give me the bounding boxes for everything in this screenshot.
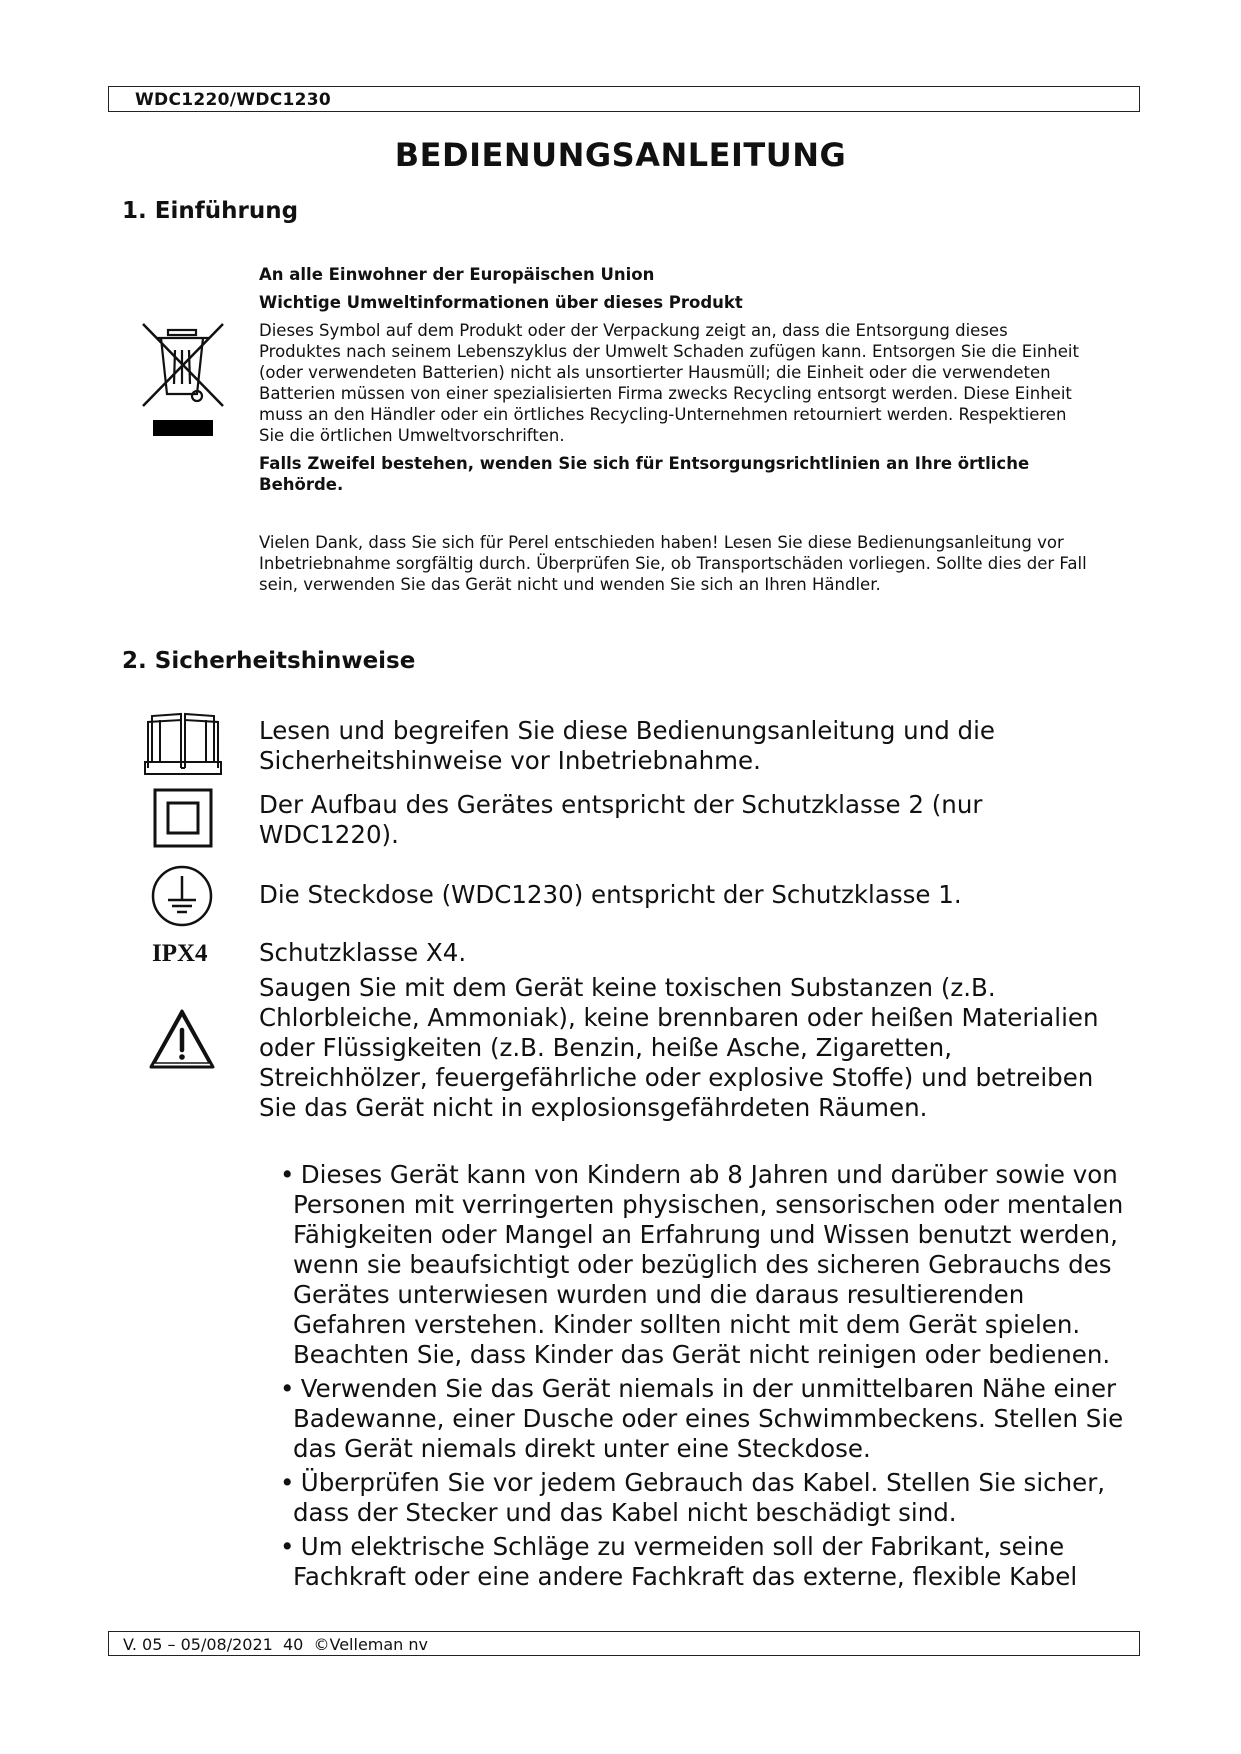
- safety-item-read-manual: Lesen und begreifen Sie diese Bedienungsanleitung und die Sicherheitshinweise vor Inbetriebnahme.: [259, 716, 995, 775]
- disposal-text: Dieses Symbol auf dem Produkt oder der Verpackung zeigt an, dass die Entsorgung dieses Produktes nach seinem Lebenszyklus der Umwelt Schaden zufügen kann. Entsorgen Sie die Einheit (oder verwendeten Batterien) nicht als unsortierter Hausmüll; die Einheit oder die verwendeten Batterien müssen von einer spezialisierten Firma zwecks Recycling entsorgt werden. Diese Einheit muss an den Händler oder ein örtliches Recycling-Unternehmen retourniert werden. Respektieren Sie die örtlichen Umweltvorschriften.: [259, 321, 1079, 445]
- ground-icon: [150, 864, 214, 928]
- env-heading: Wichtige Umweltinformationen über dieses Produkt: [259, 293, 743, 312]
- ipx4-label: IPX4: [152, 940, 208, 967]
- page-footer: [108, 1631, 1140, 1656]
- eu-heading: An alle Einwohner der Europäischen Union: [259, 265, 655, 284]
- list-item: • Verwenden Sie das Gerät niemals in der unmittelbaren Nähe einer Badewanne, einer Dusche oder eines Schwimmbeckens. Stellen Sie das Gerät niemals direkt unter eine Steckdose.: [280, 1374, 1124, 1463]
- section-2-heading: 2. Sicherheitshinweise: [122, 648, 416, 674]
- doubt-text: Falls Zweifel bestehen, wenden Sie sich für Entsorgungsrichtlinien an Ihre örtliche Behörde.: [259, 454, 1030, 494]
- list-item: • Überprüfen Sie vor jedem Gebrauch das Kabel. Stellen Sie sicher, dass der Stecker und das Kabel nicht beschädigt sind.: [280, 1468, 1106, 1527]
- safety-item-class2: Der Aufbau des Gerätes entspricht der Schutzklasse 2 (nur WDC1220).: [259, 790, 983, 849]
- section-1-heading: 1. Einführung: [122, 198, 299, 224]
- warning-icon: [148, 1008, 216, 1070]
- book-icon: [144, 712, 222, 776]
- safety-bullet-list: [257, 1160, 1127, 1596]
- list-item: • Um elektrische Schläge zu vermeiden soll der Fabrikant, seine Fachkraft oder eine andere Fachkraft das externe, flexible Kabel: [280, 1532, 1078, 1591]
- page-header: [108, 86, 1140, 112]
- weee-bin-icon: [141, 322, 225, 440]
- intro-block: [259, 264, 1089, 495]
- safety-item-ipx4: Schutzklasse X4.: [259, 938, 467, 967]
- document-title: BEDIENUNGSANLEITUNG: [394, 136, 847, 174]
- footer-text: V. 05 – 05/08/2021 40 ©Velleman nv: [123, 1635, 429, 1654]
- list-item: • Dieses Gerät kann von Kindern ab 8 Jahren und darüber sowie von Personen mit verringerten physischen, sensorischen oder mentalen Fähigkeiten oder Mangel an Erfahrung und Wissen benutzt werden, wenn sie beaufsichtigt oder bezüglich des sicheren Gebrauchs des Gerätes unterwiesen wurden und die daraus resultierenden Gefahren verstehen. Kinder sollten nicht mit dem Gerät spielen. Beachten Sie, dass Kinder das Gerät nicht reinigen oder bedienen.: [280, 1160, 1124, 1369]
- safety-item-class1: Die Steckdose (WDC1230) entspricht der Schutzklasse 1.: [259, 880, 962, 909]
- thanks-text: Vielen Dank, dass Sie sich für Perel entschieden haben! Lesen Sie diese Bedienungsanleitung vor Inbetriebnahme sorgfältig durch. Überprüfen Sie, ob Transportschäden vorliegen. Sollte dies der Fall sein, verwenden Sie das Gerät nicht und wenden Sie sich an Ihren Händler.: [259, 533, 1087, 594]
- header-model: WDC1220/WDC1230: [135, 90, 332, 110]
- safety-item-warning: Saugen Sie mit dem Gerät keine toxischen Substanzen (z.B. Chlorbleiche, Ammoniak), keine brennbaren oder heißen Materialien oder Flüssigkeiten (z.B. Benzin, heiße Asche, Zigaretten, Streichhölzer, feuergefährliche oder explosive Stoffe) und betreiben Sie das Gerät nicht in explosionsgefährdeten Räumen.: [259, 973, 1099, 1122]
- class2-icon: [153, 788, 213, 848]
